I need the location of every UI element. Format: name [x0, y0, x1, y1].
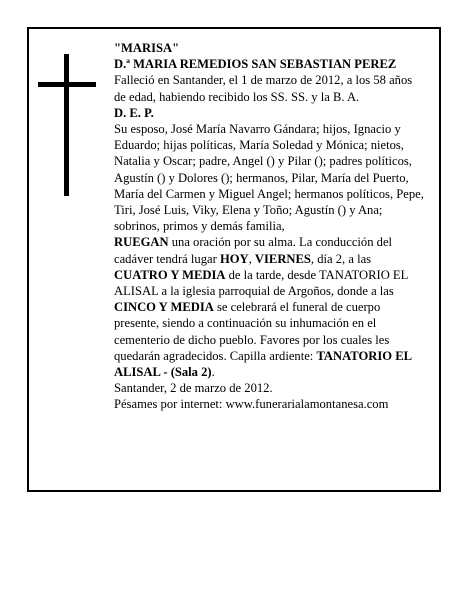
- cinco-y-media-label: CINCO Y MEDIA: [114, 300, 214, 315]
- dia-text: , día 2, a las: [310, 251, 372, 266]
- ruegan-label: RUEGAN: [114, 235, 169, 250]
- tarde-text: de la tarde, desde TANATORIO EL ALISAL a la iglesia parroquial de Argoños, donde a las: [114, 267, 408, 299]
- comma-text: ,: [248, 251, 255, 266]
- viernes-label: VIERNES: [254, 251, 311, 266]
- date-line: Santander, 2 de marzo de 2012.: [114, 381, 273, 396]
- ruegan-text: una oración por su alma. La conducción del cadáver tendrá lugar: [114, 235, 393, 266]
- nickname: "MARISA": [114, 41, 180, 55]
- hoy-label: HOY: [219, 251, 249, 266]
- tanatorio-label: TANATORIO EL ALISAL - (Sala 2): [114, 348, 412, 380]
- service-paragraph: [114, 234, 426, 380]
- cuatro-y-media-label: CUATRO Y MEDIA: [114, 267, 226, 282]
- family-list: Su esposo, José María Navarro Gándara; hijos, Ignacio y Eduardo; hijas políticas, María Soledad y Mónica; nietos, Natalia y Oscar; padre, Angel () y Pilar (); padres políticos, Agustín () y Dolores (); hermanos, Pilar, María del Puerto, María del Carmen y Miguel Angel; hermanos políticos, Pepe, Tiri, José Luis, Viky, Elena y Toño; Agustín () y Ana; sobrinos, primos y demás familia,: [114, 122, 424, 234]
- cross-icon: [38, 54, 96, 196]
- period-text: .: [211, 365, 215, 380]
- deceased-name: D.ª MARIA REMEDIOS SAN SEBASTIAN PEREZ: [114, 57, 397, 72]
- cross-vertical-bar: [64, 54, 69, 196]
- obituary-text: [114, 40, 426, 413]
- funeral-text: se celebrará el funeral de cuerpo presente, siendo a continuación su inhumación en el cementerio de dicho pueblo. Favores por los cuales les quedarán agradecidos. Capilla ardiente:: [114, 300, 390, 363]
- death-statement: Falleció en Santander, el 1 de marzo de 2012, a los 58 años de edad, habiendo recibido los SS. SS. y la B. A.: [114, 73, 413, 104]
- dep-label: D. E. P.: [114, 105, 154, 120]
- cross-horizontal-bar: [38, 82, 96, 87]
- condolences-line: Pésames por internet: www.funerarialamontanesa.com: [114, 397, 389, 412]
